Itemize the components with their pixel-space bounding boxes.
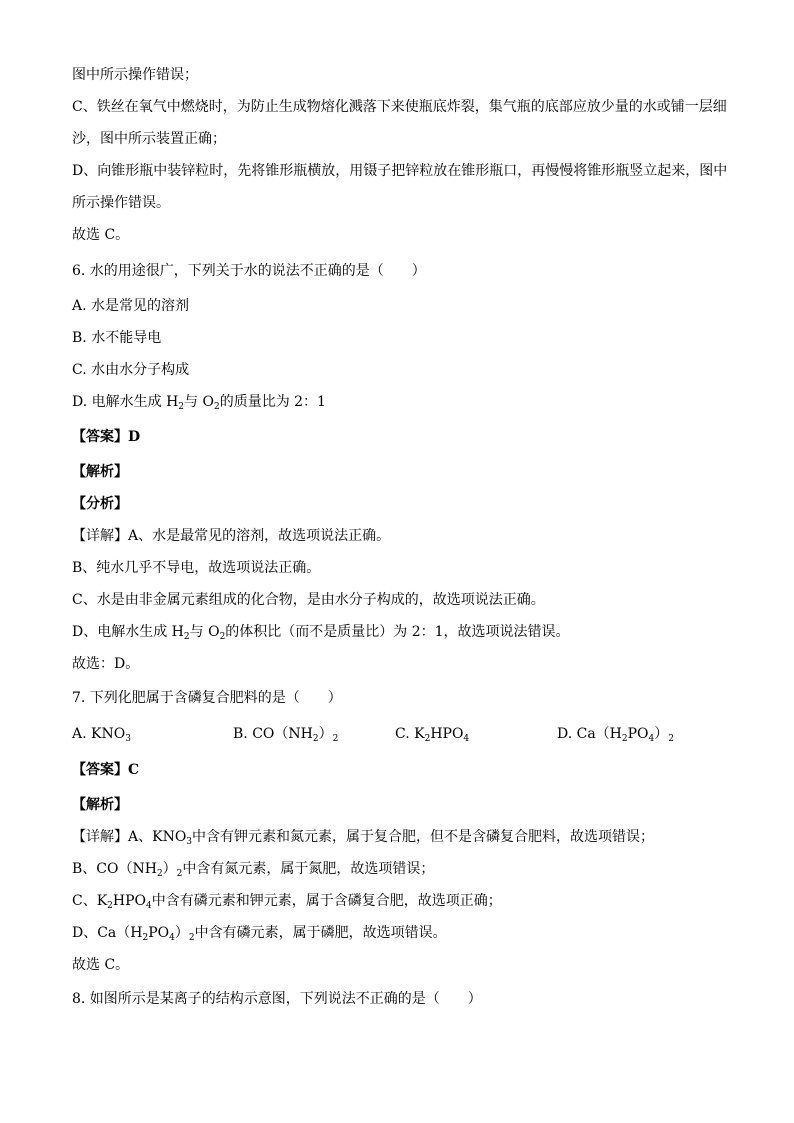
detail-line: B、$CO(NH_2)_2$中含有氮元素，属于氮肥，故选项错误； — [72, 861, 435, 879]
analysis-heading-6: 【解析】 — [72, 464, 128, 480]
q6-option-d: D. 电解水生成 $H_2$与 $O_2$的质量比为 2：1 — [72, 394, 326, 412]
detail-line: D、$Ca(H_2PO_4)_2$中含有磷元素，属于磷肥，故选项错误。 — [72, 925, 447, 943]
detail-line: D、电解水生成 $H_2$与 $O_2$的体积比（而不是质量比）为 2：1，故选项说法错误。 — [72, 624, 570, 642]
detail-line: 【详解】A、水是最常见的溶剂，故选项说法正确。 — [72, 528, 391, 544]
q6-option-a: A. 水是常见的溶剂 — [72, 298, 190, 314]
detail-line: C、$K_2HPO_4$中含有磷元素和钾元素，属于含磷复合肥，故选项正确； — [72, 893, 502, 911]
q7-option-a: A. $KNO_3$ — [72, 726, 131, 744]
text-line: C、铁丝在氧气中燃烧时，为防止生成物熔化溅落下来使瓶底炸裂，集气瓶的底部应放少量的水或铺一层细 — [72, 99, 727, 115]
answer-7: 【答案】C — [72, 762, 140, 778]
detail-line: B、纯水几乎不导电，故选项说法正确。 — [72, 560, 321, 576]
conclusion-6: 故选：D。 — [72, 656, 140, 672]
q7-option-d: D. $Ca(H_2PO_4)_2$ — [557, 726, 675, 744]
text-line: 图中所示操作错误； — [72, 67, 198, 83]
detail-line: 【详解】A、$KNO_3$中含有钾元素和氮元素，属于复合肥，但不是含磷复合肥料，故选项错误； — [72, 829, 655, 847]
q7-option-b: B. $CO(NH_2)_2$ — [233, 726, 339, 744]
text-line: 故选 C。 — [72, 227, 130, 243]
question-6: 6. 水的用途很广，下列关于水的说法不正确的是（ ） — [72, 263, 426, 279]
text-line: D、向锥形瓶中装锌粒时，先将锥形瓶横放，用镊子把锌粒放在锥形瓶口，再慢慢将锥形瓶竖立起来，图中 — [72, 163, 728, 179]
question-8: 8. 如图所示是某离子的结构示意图，下列说法不正确的是（ ） — [72, 991, 482, 1007]
fenxi-heading-6: 【分析】 — [72, 496, 128, 512]
q7-option-c: C. $K_2HPO_4$ — [395, 726, 470, 744]
analysis-heading-7: 【解析】 — [72, 797, 128, 813]
answer-6: 【答案】D — [72, 429, 141, 445]
conclusion-7: 故选 C。 — [72, 957, 130, 973]
question-7: 7. 下列化肥属于含磷复合肥料的是（ ） — [72, 690, 342, 706]
q6-option-c: C. 水由水分子构成 — [72, 362, 190, 378]
text-line: 所示操作错误。 — [72, 195, 170, 211]
q6-option-b: B. 水不能导电 — [72, 330, 162, 346]
text-line: 沙，图中所示装置正确； — [72, 131, 226, 147]
detail-line: C、水是由非金属元素组成的化合物，是由水分子构成的，故选项说法正确。 — [72, 592, 545, 608]
